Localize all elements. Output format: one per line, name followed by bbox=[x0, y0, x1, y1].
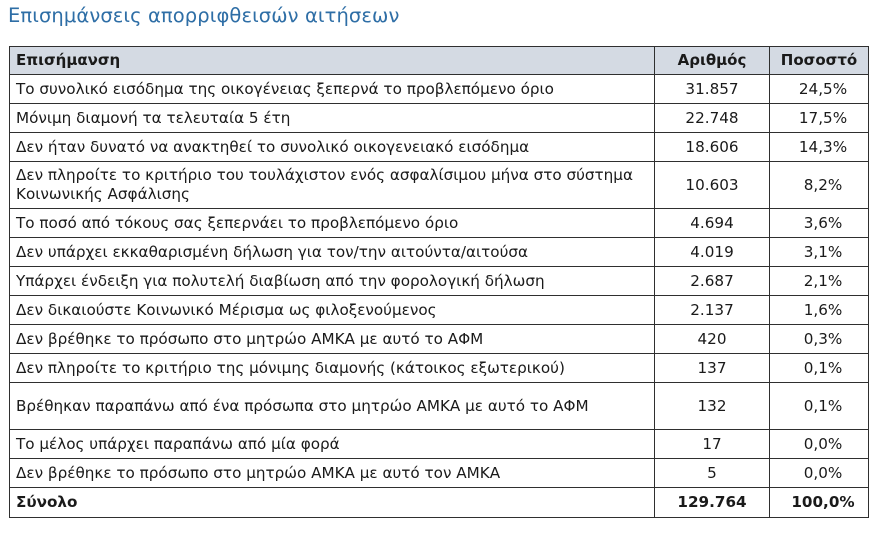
table-row bbox=[10, 459, 869, 488]
row-count: 5 bbox=[655, 459, 770, 488]
rejections-table bbox=[9, 46, 869, 518]
row-percent: 0,1% bbox=[770, 354, 869, 383]
row-count: 4.019 bbox=[655, 238, 770, 267]
table-row bbox=[10, 75, 869, 104]
row-count: 4.694 bbox=[655, 209, 770, 238]
table-row bbox=[10, 238, 869, 267]
row-label: Δεν υπάρχει εκκαθαρισμένη δήλωση για τον/την αιτούντα/αιτούσα bbox=[10, 238, 655, 267]
table-row bbox=[10, 133, 869, 162]
row-percent: 0,0% bbox=[770, 430, 869, 459]
table-row bbox=[10, 162, 869, 209]
page-title: Επισημάνσεις απορριφθεισών αιτήσεων bbox=[8, 4, 400, 27]
row-count: 17 bbox=[655, 430, 770, 459]
total-row bbox=[10, 488, 869, 518]
table-row bbox=[10, 430, 869, 459]
row-percent: 0,0% bbox=[770, 459, 869, 488]
row-label: Δεν βρέθηκε το πρόσωπο στο μητρώο ΑΜΚΑ με αυτό το ΑΦΜ bbox=[10, 325, 655, 354]
table-row bbox=[10, 104, 869, 133]
row-count: 18.606 bbox=[655, 133, 770, 162]
row-label: Δεν ήταν δυνατό να ανακτηθεί το συνολικό οικογενειακό εισόδημα bbox=[10, 133, 655, 162]
row-label: Υπάρχει ένδειξη για πολυτελή διαβίωση από την φορολογική δήλωση bbox=[10, 267, 655, 296]
row-percent: 24,5% bbox=[770, 75, 869, 104]
row-label: Το συνολικό εισόδημα της οικογένειας ξεπερνά το προβλεπόμενο όριο bbox=[10, 75, 655, 104]
row-label: Δεν δικαιούστε Κοινωνικό Μέρισμα ως φιλοξενούμενος bbox=[10, 296, 655, 325]
table-row bbox=[10, 325, 869, 354]
row-label: Το μέλος υπάρχει παραπάνω από μία φορά bbox=[10, 430, 655, 459]
row-percent: 2,1% bbox=[770, 267, 869, 296]
row-count: 420 bbox=[655, 325, 770, 354]
row-label: Δεν βρέθηκε το πρόσωπο στο μητρώο ΑΜΚΑ με αυτό τον ΑΜΚΑ bbox=[10, 459, 655, 488]
row-label: Δεν πληροίτε το κριτήριο του τουλάχιστον ενός ασφαλίσιμου μήνα στο σύστημα Κοινωνικής Ασφάλισης bbox=[10, 162, 655, 209]
row-count: 132 bbox=[655, 383, 770, 430]
row-count: 2.687 bbox=[655, 267, 770, 296]
table-row bbox=[10, 267, 869, 296]
table-row bbox=[10, 354, 869, 383]
table-header-row bbox=[10, 47, 869, 75]
row-percent: 0,1% bbox=[770, 383, 869, 430]
total-percent: 100,0% bbox=[770, 488, 869, 518]
row-label: Βρέθηκαν παραπάνω από ένα πρόσωπα στο μητρώο ΑΜΚΑ με αυτό το ΑΦΜ bbox=[10, 383, 655, 430]
row-label: Μόνιμη διαμονή τα τελευταία 5 έτη bbox=[10, 104, 655, 133]
row-percent: 8,2% bbox=[770, 162, 869, 209]
row-percent: 3,1% bbox=[770, 238, 869, 267]
row-percent: 0,3% bbox=[770, 325, 869, 354]
row-percent: 3,6% bbox=[770, 209, 869, 238]
header-label: Επισήμανση bbox=[10, 47, 655, 75]
row-count: 2.137 bbox=[655, 296, 770, 325]
table-row bbox=[10, 296, 869, 325]
row-count: 137 bbox=[655, 354, 770, 383]
table-row bbox=[10, 209, 869, 238]
row-percent: 14,3% bbox=[770, 133, 869, 162]
row-percent: 1,6% bbox=[770, 296, 869, 325]
row-label: Το ποσό από τόκους σας ξεπερνάει το προβλεπόμενο όριο bbox=[10, 209, 655, 238]
header-count: Αριθμός bbox=[655, 47, 770, 75]
row-count: 22.748 bbox=[655, 104, 770, 133]
row-count: 31.857 bbox=[655, 75, 770, 104]
total-label: Σύνολο bbox=[10, 488, 655, 518]
row-count: 10.603 bbox=[655, 162, 770, 209]
total-count: 129.764 bbox=[655, 488, 770, 518]
table-row bbox=[10, 383, 869, 430]
row-percent: 17,5% bbox=[770, 104, 869, 133]
row-label: Δεν πληροίτε το κριτήριο της μόνιμης διαμονής (κάτοικος εξωτερικού) bbox=[10, 354, 655, 383]
header-percent: Ποσοστό bbox=[770, 47, 869, 75]
